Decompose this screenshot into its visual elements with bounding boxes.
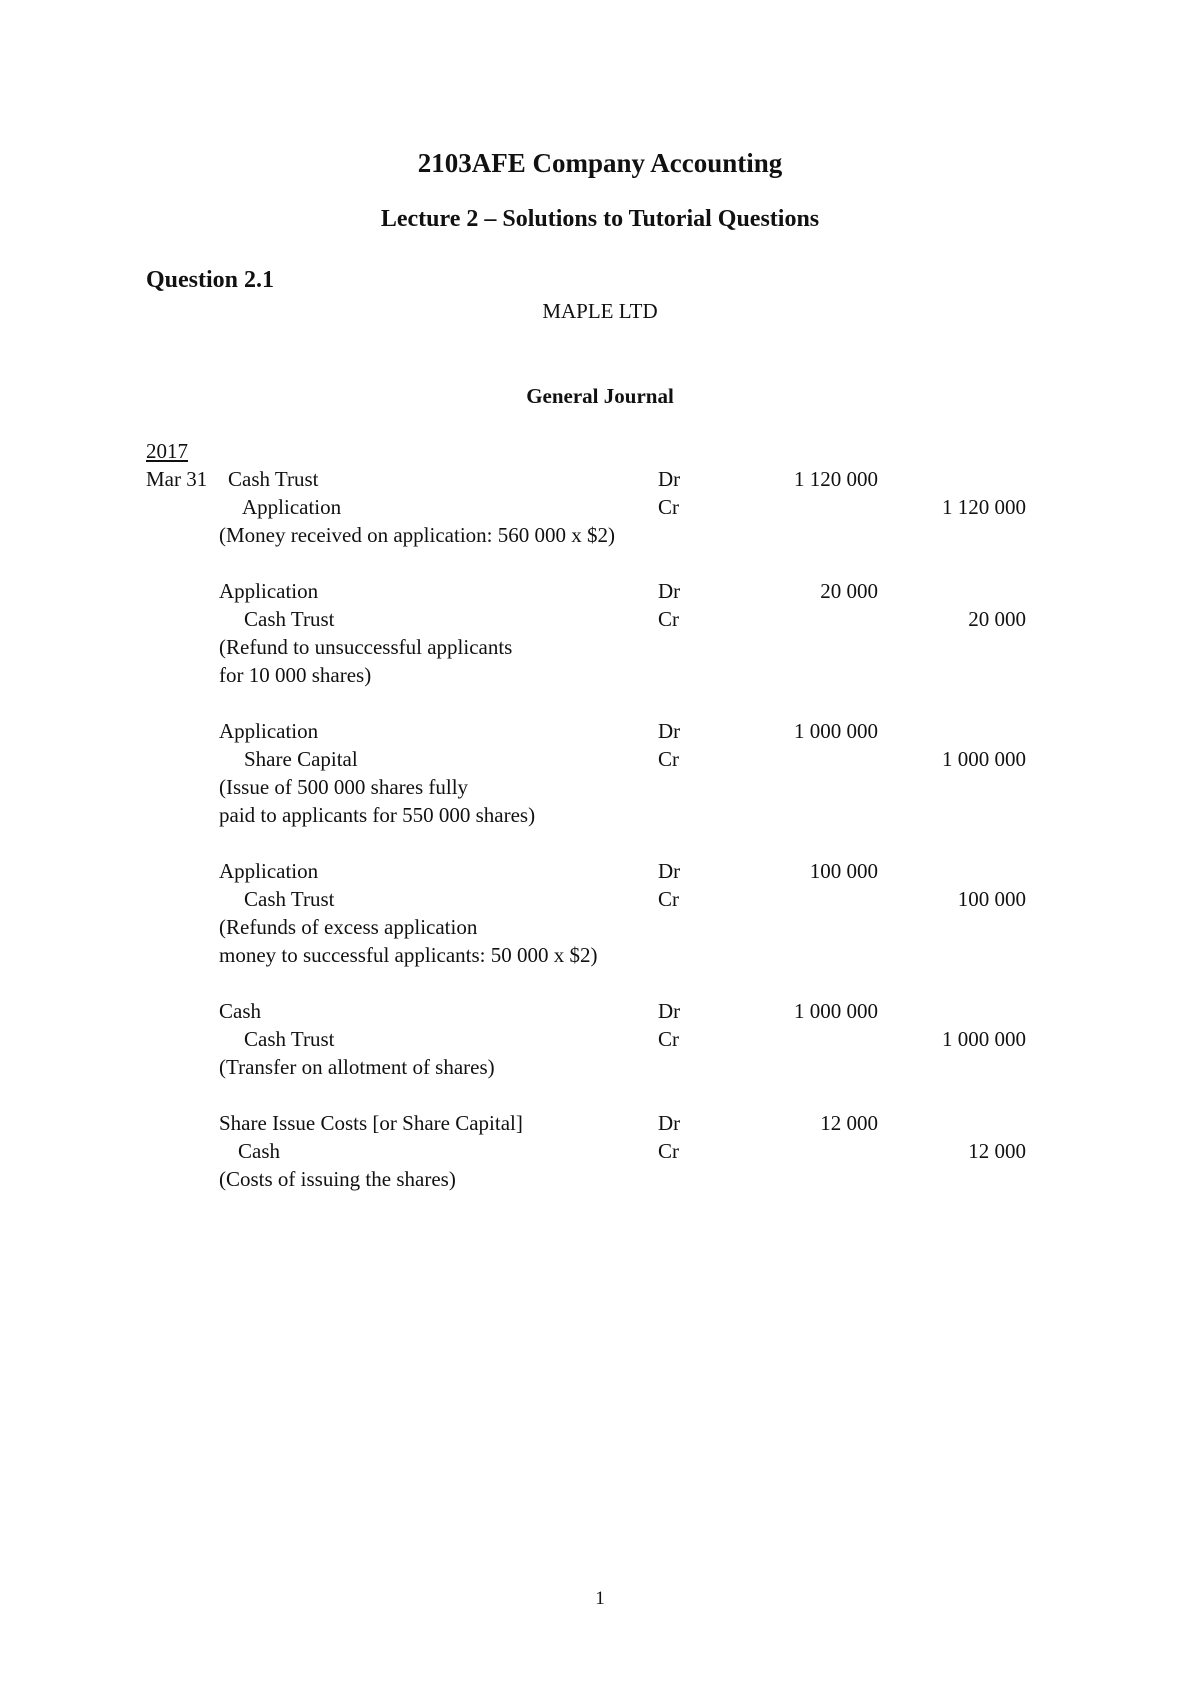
credit-side-marker: Cr (658, 1139, 679, 1163)
narration-line (146, 773, 1026, 801)
debit-account: Application (219, 859, 319, 883)
journal-entry (146, 997, 1026, 1081)
debit-account: Cash Trust (228, 467, 319, 491)
credit-account: Cash Trust (244, 607, 335, 631)
journal-year-row (146, 437, 1026, 465)
general-journal (146, 437, 1026, 1193)
entry-narration: for 10 000 shares) (219, 663, 372, 687)
debit-line (146, 1109, 1026, 1137)
credit-line (146, 1137, 1026, 1165)
document-subtitle: Lecture 2 – Solutions to Tutorial Questions (380, 206, 820, 232)
debit-account: Cash (219, 999, 261, 1023)
debit-side-marker: Dr (658, 467, 681, 491)
credit-line (146, 745, 1026, 773)
narration-line (146, 801, 1026, 829)
journal-entry (146, 577, 1026, 689)
credit-account: Application (242, 495, 342, 519)
debit-line (146, 997, 1026, 1025)
question-heading: Question 2.1 (146, 267, 275, 293)
narration-line (146, 941, 1026, 969)
debit-side-marker: Dr (658, 719, 681, 743)
debit-account: Application (219, 579, 319, 603)
credit-side-marker: Cr (658, 887, 679, 911)
narration-line (146, 633, 1026, 661)
debit-side-marker: Dr (658, 579, 681, 603)
debit-side-marker: Dr (658, 859, 681, 883)
page-number: 1 (595, 1588, 605, 1609)
entry-narration: (Refund to unsuccessful applicants (219, 635, 513, 659)
credit-line (146, 605, 1026, 633)
credit-account: Cash Trust (244, 887, 335, 911)
credit-amount: 1 120 000 (942, 495, 1026, 519)
credit-amount: 12 000 (968, 1139, 1026, 1163)
journal-entry (146, 1109, 1026, 1193)
credit-side-marker: Cr (658, 1027, 679, 1051)
credit-account: Cash Trust (244, 1027, 335, 1051)
debit-amount: 100 000 (809, 859, 878, 883)
journal-year: 2017 (146, 439, 188, 463)
narration-line (146, 661, 1026, 689)
credit-amount: 100 000 (957, 887, 1026, 911)
journal-heading: General Journal (526, 384, 674, 408)
credit-line (146, 885, 1026, 913)
entry-narration: (Transfer on allotment of shares) (219, 1055, 495, 1079)
debit-side-marker: Dr (658, 1111, 681, 1135)
debit-line (146, 465, 1026, 493)
debit-line (146, 577, 1026, 605)
credit-amount: 20 000 (968, 607, 1026, 631)
debit-line (146, 857, 1026, 885)
entry-date: Mar 31 (146, 467, 208, 491)
journal-entry (146, 465, 1026, 549)
narration-line (146, 913, 1026, 941)
entry-narration: (Refunds of excess application (219, 915, 478, 939)
credit-account: Share Capital (244, 747, 358, 771)
debit-amount: 1 120 000 (794, 467, 878, 491)
entry-narration: money to successful applicants: 50 000 x $2) (219, 943, 598, 967)
credit-side-marker: Cr (658, 607, 679, 631)
debit-account: Share Issue Costs [or Share Capital] (219, 1111, 523, 1135)
debit-amount: 1 000 000 (794, 999, 878, 1023)
debit-amount: 12 000 (820, 1111, 878, 1135)
journal-entry (146, 857, 1026, 969)
entry-narration: paid to applicants for 550 000 shares) (219, 803, 536, 827)
narration-line (146, 521, 1026, 549)
narration-line (146, 1165, 1026, 1193)
credit-amount: 1 000 000 (942, 1027, 1026, 1051)
credit-account: Cash (238, 1139, 280, 1163)
credit-amount: 1 000 000 (942, 747, 1026, 771)
company-name: MAPLE LTD (542, 299, 658, 323)
debit-amount: 20 000 (820, 579, 878, 603)
debit-amount: 1 000 000 (794, 719, 878, 743)
debit-side-marker: Dr (658, 999, 681, 1023)
credit-side-marker: Cr (658, 747, 679, 771)
debit-line (146, 717, 1026, 745)
credit-line (146, 1025, 1026, 1053)
document-title: 2103AFE Company Accounting (417, 148, 783, 178)
entry-narration: (Money received on application: 560 000 x $2) (219, 523, 615, 547)
debit-account: Application (219, 719, 319, 743)
journal-entry (146, 717, 1026, 829)
entry-narration: (Costs of issuing the shares) (219, 1167, 456, 1191)
credit-line (146, 493, 1026, 521)
credit-side-marker: Cr (658, 495, 679, 519)
entry-narration: (Issue of 500 000 shares fully (219, 775, 469, 799)
narration-line (146, 1053, 1026, 1081)
